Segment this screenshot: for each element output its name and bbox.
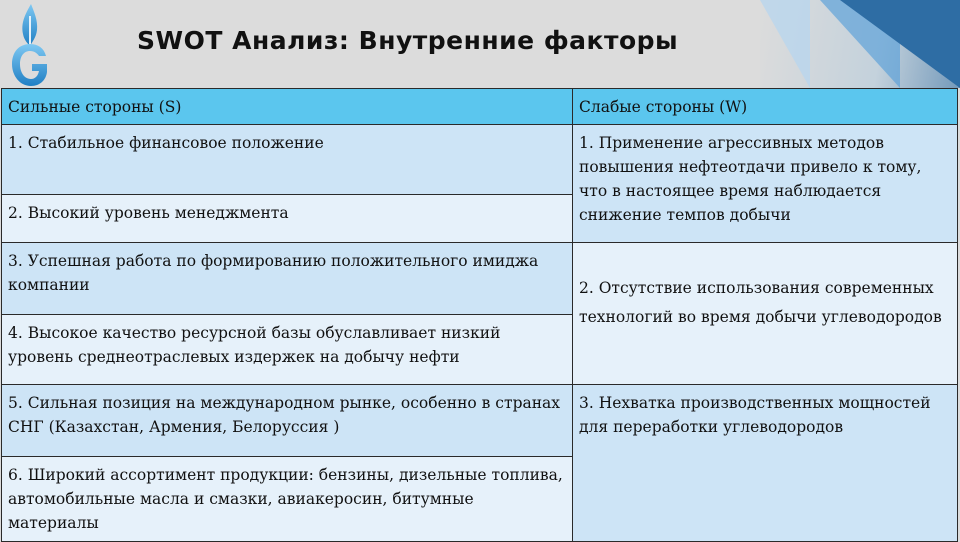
strength-cell: 3. Успешная работа по формированию положительного имиджа компании	[2, 243, 573, 315]
strength-cell: 4. Высокое качество ресурсной базы обуславливает низкий уровень среднеотраслевых издержек на добычу нефти	[2, 315, 573, 385]
table-row	[2, 385, 958, 457]
strength-cell: 5. Сильная позиция на международном рынке, особенно в странах СНГ (Казахстан, Армения, Белоруссия )	[2, 385, 573, 457]
page-title: SWOT Анализ: Внутренние факторы	[137, 26, 679, 55]
strength-cell: 6. Широкий ассортимент продукции: бензины, дизельные топлива, автомобильные масла и смазки, авиакеросин, битумные материалы	[2, 457, 573, 542]
header-decoration	[690, 0, 960, 88]
strength-cell: 1. Стабильное финансовое положение	[2, 125, 573, 195]
weakness-cell: 1. Применение агрессивных методов повышения нефтеотдачи привело к тому, что в настоящее время наблюдается снижение темпов добычи	[573, 125, 958, 243]
weakness-cell: 3. Нехватка производственных мощностей для переработки углеводородов	[573, 385, 958, 542]
weaknesses-column-header: Слабые стороны (W)	[573, 89, 958, 125]
gazprom-flame-logo-icon	[6, 2, 52, 88]
weakness-cell: 2. Отсутствие использования современных технологий во время добычи углеводородов	[573, 243, 958, 385]
strengths-column-header: Сильные стороны (S)	[2, 89, 573, 125]
swot-table	[1, 88, 958, 542]
table-row	[2, 125, 958, 195]
strength-cell: 2. Высокий уровень менеджмента	[2, 195, 573, 243]
table-header-row	[2, 89, 958, 125]
table-row	[2, 243, 958, 315]
